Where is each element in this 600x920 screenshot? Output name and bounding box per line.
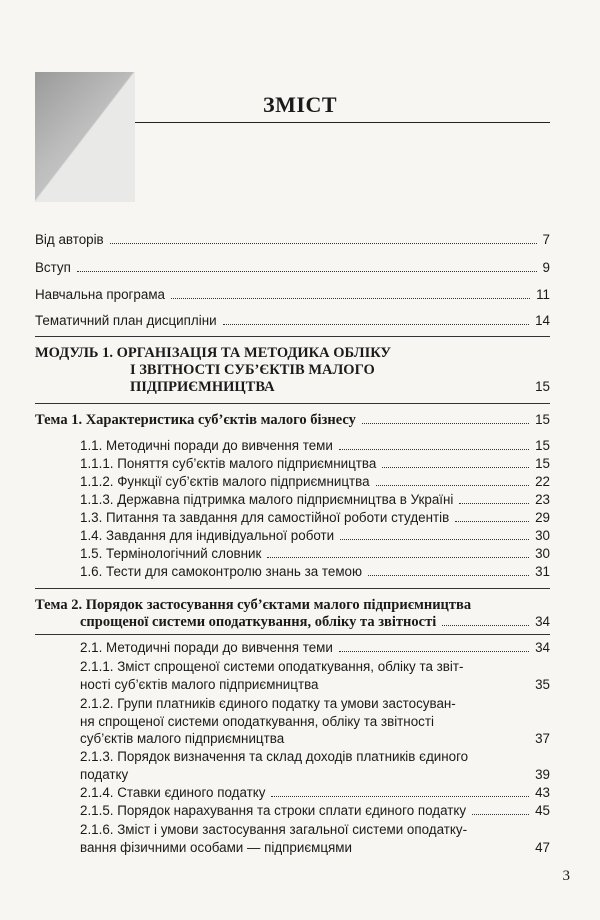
toc-entry-text: 1.5. Термінологічний словник [80,546,262,561]
leader-dots [339,650,529,652]
toc-entry-page: 9 [542,260,550,275]
toc-entry-last-line [80,766,550,784]
module-heading-text: ПІДПРИЄМНИЦТВА [130,379,275,395]
toc-entry [80,456,550,471]
toc-entry-last-line [80,839,550,857]
leader-dots [171,297,530,299]
toc-entry-text: 1.1.2. Функції суб’єктів малого підприємництва [80,474,370,489]
toc-entry-last-line [80,730,550,748]
toc-entry-text: 1.1.1. Поняття суб’єктів малого підприємництва [80,456,377,471]
toc-entry [80,528,550,543]
leader-dots [442,624,529,626]
toc-entry-page: 15 [535,379,550,394]
toc-entry [80,510,550,525]
toc-entry-text: 2.1.6. Зміст і умови застосування загальної системи оподатку- [80,822,468,837]
leader-dots [368,574,529,576]
toc-entry-multiline [80,821,550,856]
section-divider [35,634,550,635]
topic-heading [80,614,550,631]
toc-entry-text: ності суб’єктів малого підприємництва [80,676,319,692]
toc-entry-page: 31 [535,564,550,579]
toc-entry-text: 1.4. Завдання для індивідуальної роботи [80,528,335,543]
toc-entry-text: 2.1.4. Ставки єдиного податку [80,785,266,800]
leader-dots [339,448,529,450]
toc-entry-multiline [80,695,550,748]
toc-entry-text: ня спрощеної системи оподаткування, обліку та звітності [80,713,434,729]
toc-entry-page: 47 [535,839,550,855]
toc-entry-page: 43 [535,785,550,800]
toc-entry-page: 7 [542,232,550,247]
toc-entry-page: 30 [535,528,550,543]
toc-entry-text: 2.1.5. Порядок нарахування та строки сплати єдиного податку [80,803,467,818]
toc-entry-page: 23 [535,492,550,507]
toc-entry [80,546,550,561]
toc-entry-text: Навчальна програма [35,287,165,302]
section-divider [35,336,550,337]
leader-dots [459,502,529,504]
toc-entry-text: 1.6. Тести для самоконтролю знань за темою [80,564,363,579]
toc-entry-text: податку [80,766,129,782]
leader-dots [362,422,529,424]
toc-entry-page: 15 [535,412,550,427]
toc-entry-text: 2.1. Методичні поради до вивчення теми [80,640,333,655]
leader-dots [472,813,529,815]
toc-entry [80,438,550,453]
section-divider [35,588,550,589]
toc-entry [35,313,550,328]
module-heading-line2: І ЗВІТНОСТІ СУБ’ЄКТІВ МАЛОГО [130,362,375,378]
toc-entry-page: 29 [535,510,550,525]
toc-entry-multiline [80,658,550,693]
leader-dots [376,484,530,486]
toc-entry-page: 11 [536,287,550,302]
toc-entry-page: 39 [535,766,550,782]
leader-dots [267,556,529,558]
toc-entry [80,564,550,579]
toc-entry-page: 15 [535,456,550,471]
toc-entry-text: 1.1.3. Державна підтримка малого підприємництва в Україні [80,492,454,507]
topic-heading-text: Тема 1. Характеристика суб’єктів малого бізнесу [35,412,356,428]
toc-entry-page: 30 [535,546,550,561]
leader-dots [271,795,529,797]
title-rule [135,122,550,123]
module-heading-line3 [130,379,550,396]
toc-entry [80,640,550,655]
toc-entry-text: 2.1.1. Зміст спрощеної системи оподаткування, обліку та звіт- [80,659,464,674]
toc-entry-page: 45 [535,803,550,818]
toc-entry-text: Тематичний план дисципліни [35,313,217,328]
toc-entry-page: 35 [535,676,550,692]
toc-entry-page: 22 [535,474,550,489]
toc-entry [35,260,550,275]
leader-dots [281,389,530,391]
leader-dots [455,520,529,522]
toc-entry-page: 15 [535,438,550,453]
toc-entry-page: 37 [535,731,550,746]
toc-entry [35,287,550,302]
toc-entry-text: 2.1.3. Порядок визначення та склад доходів платників єдиного [80,749,469,764]
toc-entry [80,492,550,507]
toc-entry-text: суб’єктів малого підприємництва [80,731,285,746]
section-divider [35,403,550,404]
toc-entry [80,803,550,818]
toc-entry [35,232,550,247]
leader-dots [223,323,530,325]
toc-entry-multiline [80,748,550,783]
page-title: ЗМІСТ [263,92,337,117]
toc-entry-text: 1.1. Методичні поради до вивчення теми [80,438,333,453]
toc-entry-text: 1.3. Питання та завдання для самостійної роботи студентів [80,510,450,525]
leader-dots [382,466,529,468]
toc-entry-text: вання фізичними особами — підприємцями [80,839,352,855]
toc-entry [80,785,550,800]
leader-dots [77,270,537,272]
toc-entry-text: Від авторів [35,232,104,247]
leader-dots [110,242,537,244]
toc-entry [80,474,550,489]
topic-heading-line1: Тема 2. Порядок застосування суб’єктами малого підприємництва [35,597,472,613]
leader-dots [340,538,529,540]
topic-heading-text: спрощеної системи оподаткування, обліку та звітності [80,614,437,630]
toc-entry-last-line [80,676,550,694]
page-number: 3 [562,868,570,884]
module-heading-line1: МОДУЛЬ 1. ОРГАНІЗАЦІЯ ТА МЕТОДИКА ОБЛІКУ [35,345,392,361]
toc-entry-text: Вступ [35,260,71,275]
toc-entry-text: 2.1.2. Групи платників єдиного податку та умови застосуван- [80,696,456,711]
toc-entry-page: 34 [535,614,550,629]
toc-entry-page: 14 [535,313,550,328]
toc-entry-page: 34 [535,640,550,655]
topic-heading [35,412,550,429]
